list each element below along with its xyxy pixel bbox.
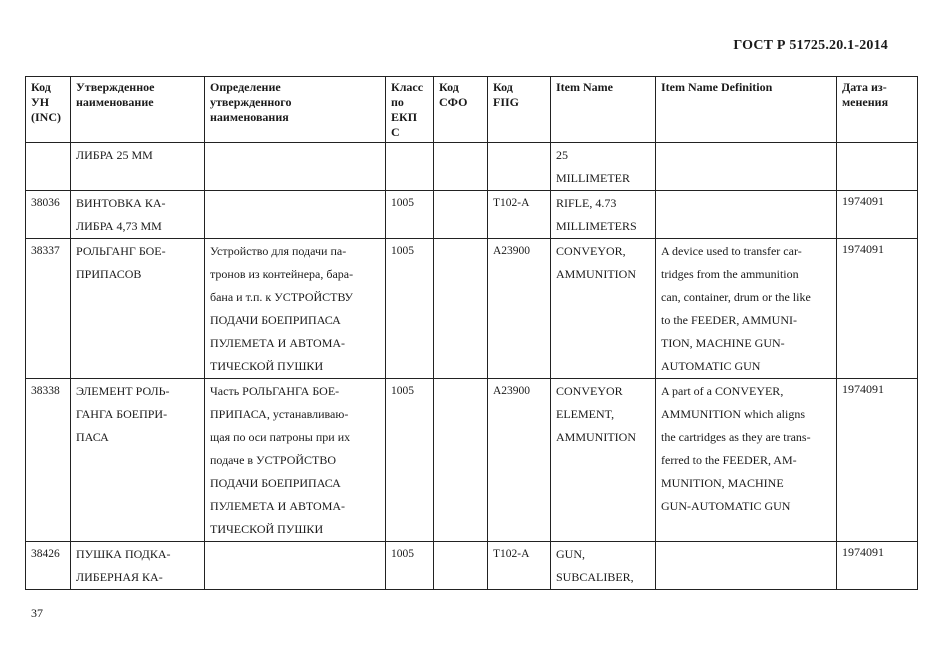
text-line: по <box>391 95 404 109</box>
table-row <box>26 542 918 590</box>
cell-class <box>386 191 434 239</box>
cell-date <box>837 239 918 379</box>
text-line: 38337 <box>31 245 60 257</box>
text-line: AMMUNITION <box>556 267 636 281</box>
text-line: тронов из контейнера, бара- <box>210 267 354 281</box>
text-line: ПУЛЕМЕТА И АВТОМА- <box>210 336 346 350</box>
text-line: ПАСА <box>76 430 109 444</box>
text-line: бана и т.п. к УСТРОЙСТВУ <box>210 290 354 304</box>
cell-item-definition <box>656 239 837 379</box>
text-line: ELEMENT, <box>556 407 615 421</box>
column-header <box>434 77 488 143</box>
table-body <box>26 143 918 590</box>
nomenclature-table <box>25 76 918 590</box>
text-line: GUN-AUTOMATIC GUN <box>661 499 791 513</box>
cell-inc <box>26 143 71 191</box>
text-line: ЕКП <box>391 110 418 124</box>
text-line: ТИЧЕСКОЙ ПУШКИ <box>210 359 324 373</box>
text-line: С <box>391 125 400 139</box>
cell-date <box>837 143 918 191</box>
text-line: щая по оси патроны при их <box>210 430 351 444</box>
text-line: tridges from the ammunition <box>661 267 799 281</box>
text-line: ferred to the FEEDER, AM- <box>661 453 797 467</box>
text-line: Дата из- <box>842 80 887 94</box>
text-line: MUNITION, MACHINE <box>661 476 784 490</box>
cell-sfo <box>434 542 488 590</box>
text-line: 38036 <box>31 197 60 209</box>
text-line: наименования <box>210 110 289 124</box>
cell-class <box>386 542 434 590</box>
text-line: A23900 <box>493 245 531 257</box>
text-line: Определение <box>210 80 281 94</box>
text-line: Item Name <box>556 80 613 94</box>
text-line: AUTOMATIC GUN <box>661 359 761 373</box>
text-line: 1005 <box>391 385 414 397</box>
text-line: A device used to transfer car- <box>661 244 802 258</box>
text-line: A part of a CONVEYER, <box>661 384 784 398</box>
text-line: ВИНТОВКА КА- <box>76 196 166 210</box>
text-line: SUBCALIBER, <box>556 570 634 584</box>
table-row <box>26 379 918 542</box>
text-line: MILLIMETER <box>556 171 630 185</box>
cell-fiig <box>488 191 551 239</box>
cell-fiig <box>488 143 551 191</box>
cell-date <box>837 191 918 239</box>
text-line: A23900 <box>493 385 531 397</box>
cell-sfo <box>434 379 488 542</box>
cell-sfo <box>434 143 488 191</box>
table-header-row <box>26 77 918 143</box>
column-header <box>386 77 434 143</box>
cell-approved-name <box>71 191 205 239</box>
text-line: GUN, <box>556 547 585 561</box>
text-line: подаче в УСТРОЙСТВО <box>210 453 337 467</box>
cell-fiig <box>488 239 551 379</box>
cell-fiig <box>488 379 551 542</box>
text-line: РОЛЬГАНГ БОЕ- <box>76 244 166 258</box>
cell-date <box>837 379 918 542</box>
text-line: Код <box>493 80 513 94</box>
cell-date <box>837 542 918 590</box>
cell-sfo <box>434 191 488 239</box>
text-line: Утвержденное <box>76 80 155 94</box>
cell-item-name <box>551 239 656 379</box>
document-code: ГОСТ Р 51725.20.1-2014 <box>733 38 888 53</box>
text-line: менения <box>842 95 889 109</box>
column-header <box>488 77 551 143</box>
cell-definition <box>205 143 386 191</box>
text-line: AMMUNITION <box>556 430 636 444</box>
text-line: to the FEEDER, AMMUNI- <box>661 313 797 327</box>
text-line: Устройство для подачи па- <box>210 244 347 258</box>
cell-item-name <box>551 191 656 239</box>
cell-inc <box>26 379 71 542</box>
text-line: Часть РОЛЬГАНГА БОЕ- <box>210 384 340 398</box>
text-line: RIFLE, 4.73 <box>556 196 617 210</box>
text-line: 1005 <box>391 245 414 257</box>
cell-approved-name <box>71 542 205 590</box>
text-line: 1974091 <box>842 194 884 208</box>
column-header <box>26 77 71 143</box>
text-line: ПРИПАСОВ <box>76 267 142 281</box>
cell-approved-name <box>71 379 205 542</box>
text-line: утвержденного <box>210 95 292 109</box>
text-line: (INC) <box>31 110 61 124</box>
text-line: ЛИБРА 25 ММ <box>76 148 153 162</box>
cell-class <box>386 239 434 379</box>
cell-sfo <box>434 239 488 379</box>
text-line: Item Name Definition <box>661 80 773 94</box>
text-line: 1974091 <box>842 382 884 396</box>
cell-definition <box>205 379 386 542</box>
column-header <box>837 77 918 143</box>
cell-item-definition <box>656 542 837 590</box>
text-line: наименование <box>76 95 154 109</box>
cell-inc <box>26 542 71 590</box>
text-line: 1005 <box>391 548 414 560</box>
cell-definition <box>205 542 386 590</box>
text-line: СФО <box>439 95 468 109</box>
page-number: 37 <box>31 606 43 620</box>
table-row <box>26 239 918 379</box>
text-line: ГАНГА БОЕПРИ- <box>76 407 168 421</box>
text-line: FIIG <box>493 95 520 109</box>
cell-inc <box>26 191 71 239</box>
text-line <box>842 144 912 146</box>
cell-item-definition <box>656 143 837 191</box>
text-line: ПОДАЧИ БОЕПРИПАСА <box>210 313 341 327</box>
cell-item-name <box>551 143 656 191</box>
cell-inc <box>26 239 71 379</box>
column-header <box>205 77 386 143</box>
text-line: CONVEYOR, <box>556 244 626 258</box>
text-line: ТИЧЕСКОЙ ПУШКИ <box>210 522 324 536</box>
text-line: can, container, drum or the like <box>661 290 811 304</box>
text-line: 25 <box>556 148 568 162</box>
text-line: AMMUNITION which aligns <box>661 407 805 421</box>
text-line: 1974091 <box>842 545 884 559</box>
text-line: Код <box>31 80 51 94</box>
text-line: ЛИБЕРНАЯ КА- <box>76 570 163 584</box>
table-row <box>26 191 918 239</box>
cell-approved-name <box>71 239 205 379</box>
column-header <box>656 77 837 143</box>
cell-class <box>386 143 434 191</box>
cell-item-name <box>551 379 656 542</box>
text-line: УН <box>31 95 50 109</box>
table-row <box>26 143 918 191</box>
text-line: Класс <box>391 80 424 94</box>
text-line: Код <box>439 80 459 94</box>
cell-definition <box>205 239 386 379</box>
column-header <box>71 77 205 143</box>
text-line: ПОДАЧИ БОЕПРИПАСА <box>210 476 341 490</box>
text-line: CONVEYOR <box>556 384 623 398</box>
cell-item-definition <box>656 379 837 542</box>
text-line: T102-A <box>493 197 530 209</box>
text-line: T102-A <box>493 548 530 560</box>
text-line: ПУШКА ПОДКА- <box>76 547 171 561</box>
text-line: ПУЛЕМЕТА И АВТОМА- <box>210 499 346 513</box>
cell-fiig <box>488 542 551 590</box>
text-line: ЭЛЕМЕНТ РОЛЬ- <box>76 384 170 398</box>
cell-item-name <box>551 542 656 590</box>
cell-approved-name <box>71 143 205 191</box>
text-line: ПРИПАСА, устанавливаю- <box>210 407 349 421</box>
text-line: 1005 <box>391 197 414 209</box>
text-line: the cartridges as they are trans- <box>661 430 811 444</box>
text-line: 38338 <box>31 385 60 397</box>
cell-class <box>386 379 434 542</box>
text-line: ЛИБРА 4,73 ММ <box>76 219 162 233</box>
text-line: TION, MACHINE GUN- <box>661 336 785 350</box>
text-line: 38426 <box>31 548 60 560</box>
text-line: 1974091 <box>842 242 884 256</box>
column-header <box>551 77 656 143</box>
cell-definition <box>205 191 386 239</box>
cell-item-definition <box>656 191 837 239</box>
text-line: MILLIMETERS <box>556 219 637 233</box>
